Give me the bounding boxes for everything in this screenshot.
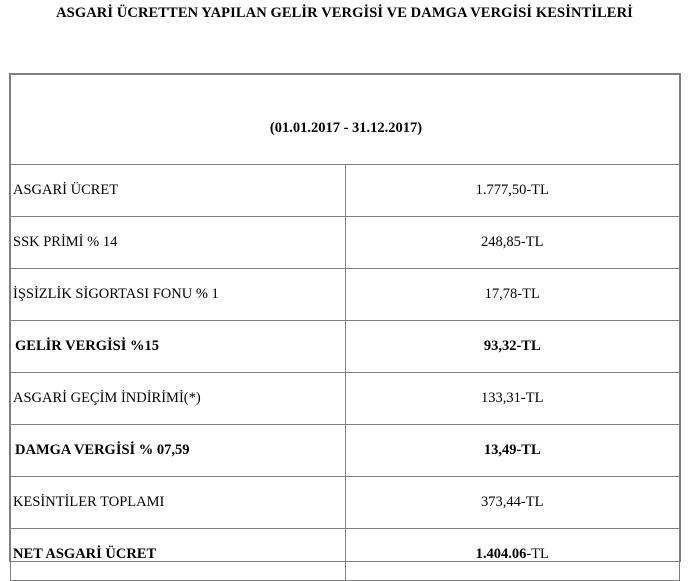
table-row <box>11 477 680 529</box>
deductions-table <box>9 73 681 562</box>
table-row <box>11 269 680 321</box>
net-value-number: 1.404.06 <box>475 546 527 562</box>
row-value-stamp-tax: 13,49-TL <box>345 425 680 477</box>
table-row <box>11 529 680 581</box>
period-header: (01.01.2017 - 31.12.2017) <box>11 75 680 165</box>
row-value-total-deductions: 373,44-TL <box>345 477 680 529</box>
row-value-net-minimum-wage <box>345 529 680 581</box>
table-row <box>11 165 680 217</box>
row-label-minimum-wage: ASGARİ ÜCRET <box>11 165 346 217</box>
table-row <box>11 321 680 373</box>
row-label-unemployment-fund: İŞSİZLİK SİGORTASI FONU % 1 <box>11 269 346 321</box>
table-row <box>11 425 680 477</box>
row-label-total-deductions: KESİNTİLER TOPLAMI <box>11 477 346 529</box>
row-label-minimum-living-allowance: ASGARİ GEÇİM İNDİRİMİ(*) <box>11 373 346 425</box>
row-value-minimum-living-allowance: 133,31-TL <box>345 373 680 425</box>
row-label-net-minimum-wage: NET ASGARİ ÜCRET <box>11 529 346 581</box>
row-label-stamp-tax: DAMGA VERGİSİ % 07,59 <box>11 425 346 477</box>
page-title: ASGARİ ÜCRETTEN YAPILAN GELİR VERGİSİ VE DAMGA VERGİSİ KESİNTİLERİ <box>56 5 633 21</box>
row-value-ssk-premium: 248,85-TL <box>345 217 680 269</box>
net-value-suffix: -TL <box>526 546 549 562</box>
row-value-unemployment-fund: 17,78-TL <box>345 269 680 321</box>
table-row <box>11 373 680 425</box>
row-label-ssk-premium: SSK PRİMİ % 14 <box>11 217 346 269</box>
row-value-minimum-wage: 1.777,50-TL <box>345 165 680 217</box>
table-row <box>11 217 680 269</box>
row-label-income-tax: GELİR VERGİSİ %15 <box>11 321 346 373</box>
row-value-income-tax: 93,32-TL <box>345 321 680 373</box>
